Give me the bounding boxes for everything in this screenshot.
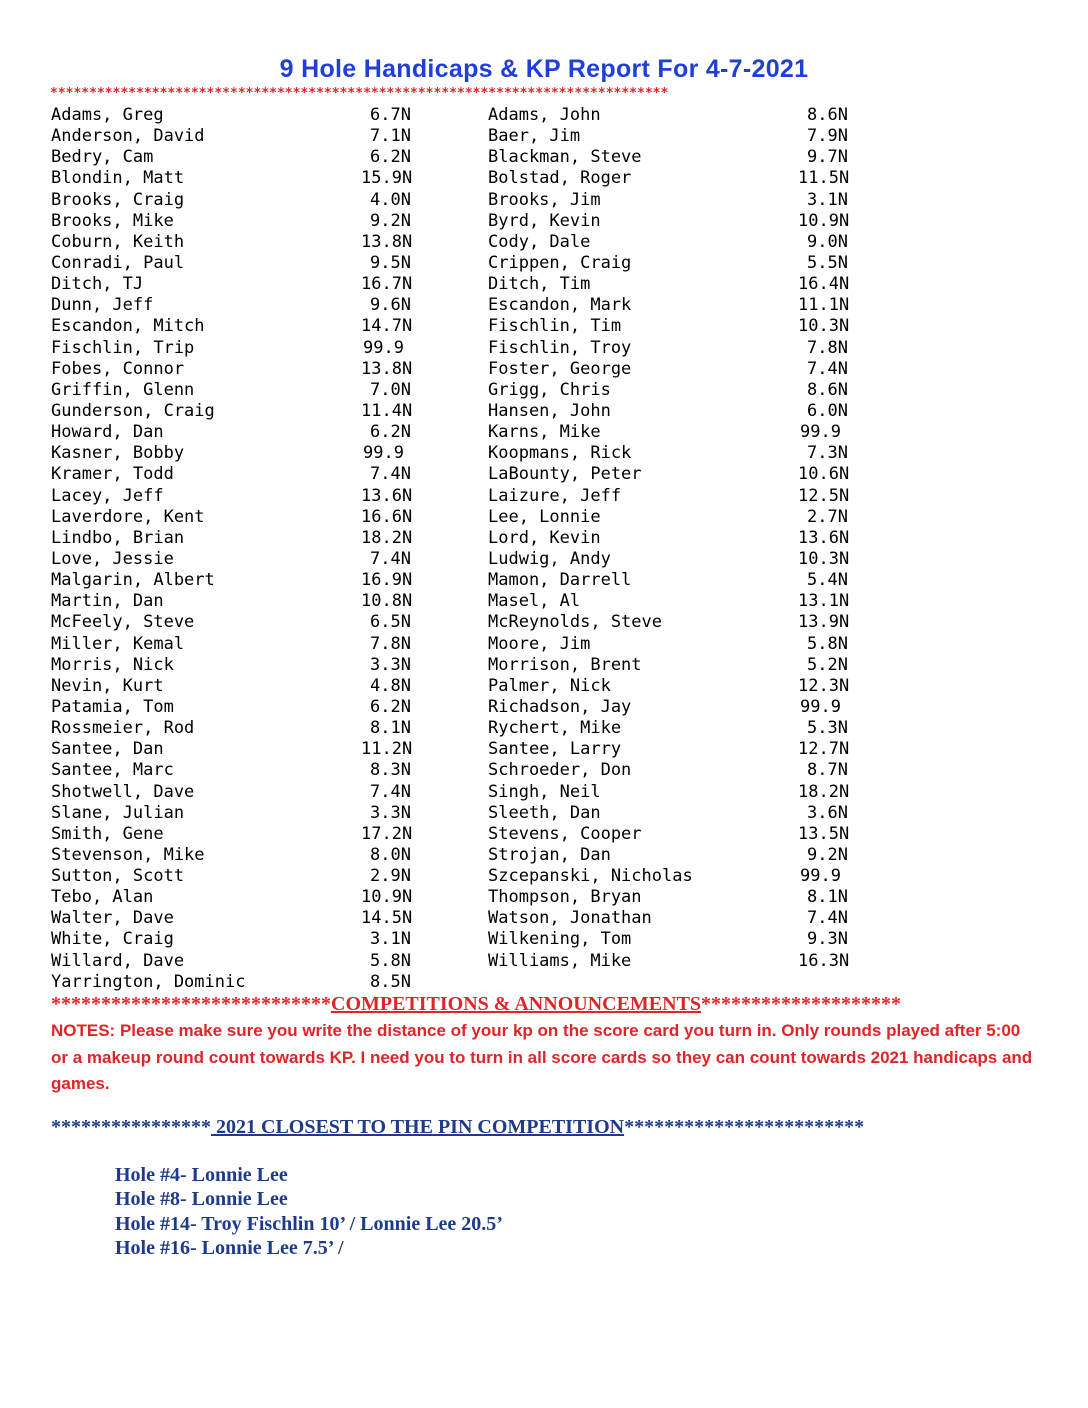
player-handicap: 12.5N [798,485,850,506]
closest-to-pin-title: 2021 CLOSEST TO THE PIN COMPETITION [211,1116,625,1138]
player-name: Adams, Greg [51,105,164,125]
kp-holes-list [115,1163,503,1260]
player-row [51,359,431,380]
player-row [488,951,868,972]
player-row [51,380,431,401]
player-name: Baer, Jim [488,126,581,147]
player-row [488,908,868,929]
player-row [488,929,868,950]
player-handicap: 6.0N [807,400,848,421]
player-name: Sleeth, Dan [488,802,601,823]
player-handicap: 7.8N [370,633,411,654]
player-handicap: 9.2N [370,210,411,231]
player-row [488,464,868,485]
player-handicap: 8.6N [807,105,848,125]
player-row [488,570,868,591]
player-handicap: 5.5N [807,252,848,273]
player-name: Blondin, Matt [51,168,185,189]
player-row [488,591,868,612]
player-name: Conradi, Paul [51,252,185,273]
player-name: Smith, Gene [51,823,164,844]
player-handicap: 9.3N [807,929,848,950]
player-name: Grigg, Chris [488,379,611,400]
player-handicap: 18.2N [361,527,413,548]
player-row [488,126,868,147]
notes-paragraph: NOTES: Please make sure you write the distance of your kp on the score card you turn in. Only rounds played after 5:00 or a makeup round count towards KP. I need you to turn in all score cards so they can count towards 2021 handicaps and games. [51,1021,1033,1093]
player-row [488,887,868,908]
player-name: Fischlin, Tim [488,316,622,337]
player-handicap: 3.3N [370,654,411,675]
player-name: Rossmeier, Rod [51,718,195,739]
competitions-heading [51,993,901,1016]
player-handicap: 12.7N [798,739,850,760]
player-row [51,655,431,676]
player-handicap: 3.3N [370,802,411,823]
player-name: Watson, Jonathan [488,908,652,929]
player-name: Santee, Larry [488,739,622,760]
player-name: Koopmans, Rick [488,443,632,464]
player-handicap: 7.9N [807,126,848,147]
player-row [51,253,431,274]
player-row [51,486,431,507]
player-handicap: 15.9N [361,168,413,189]
player-name: Lord, Kevin [488,527,601,548]
player-row [488,634,868,655]
player-row [51,634,431,655]
player-row [51,232,431,253]
player-name: Cody, Dale [488,231,591,252]
player-row [488,295,868,316]
player-row [488,655,868,676]
player-row [51,782,431,803]
player-name: Morris, Nick [51,654,174,675]
player-handicap: 99.9 [800,866,841,887]
player-handicap: 7.4N [807,358,848,379]
player-handicap: 99.9 [363,443,404,464]
player-handicap: 16.6N [361,506,413,527]
player-name: Griffin, Glenn [51,379,195,400]
player-row [51,549,431,570]
player-row [488,232,868,253]
player-name: Coburn, Keith [51,231,185,252]
player-name: White, Craig [51,929,174,950]
player-handicap: 6.2N [370,147,411,168]
player-name: Brooks, Mike [51,210,174,231]
player-row [51,105,431,126]
player-row [488,105,868,126]
player-row [488,782,868,803]
player-name: Mamon, Darrell [488,570,632,591]
player-handicap: 3.6N [807,802,848,823]
player-name: Karns, Mike [488,422,601,443]
player-row [51,528,431,549]
player-row [488,528,868,549]
player-row [488,147,868,168]
player-handicap: 9.2N [807,844,848,865]
player-handicap: 10.3N [798,316,850,337]
player-row [488,401,868,422]
player-name: Patamia, Tom [51,696,174,717]
player-name: McReynolds, Steve [488,612,662,633]
player-handicap: 13.8N [361,231,413,252]
stars-after: ************************ [624,1116,865,1138]
player-name: Brooks, Jim [488,189,601,210]
player-name: Bedry, Cam [51,147,154,168]
player-name: Schroeder, Don [488,760,632,781]
player-row [488,168,868,189]
player-row [488,803,868,824]
player-row [51,338,431,359]
player-name: Strojan, Dan [488,844,611,865]
player-handicap: 8.7N [807,760,848,781]
player-handicap: 6.2N [370,696,411,717]
player-handicap: 7.4N [807,908,848,929]
player-row [488,190,868,211]
player-name: Santee, Dan [51,739,164,760]
player-row [488,549,868,570]
player-handicap: 5.8N [370,950,411,971]
player-handicap: 5.8N [807,633,848,654]
kp-hole-item: Hole #16- Lonnie Lee 7.5’ / [115,1236,344,1259]
player-row [51,803,431,824]
player-name: Love, Jessie [51,548,174,569]
player-row [488,824,868,845]
player-name: Kramer, Todd [51,464,174,485]
player-row [51,211,431,232]
player-handicap: 5.3N [807,718,848,739]
player-handicap: 99.9 [800,696,841,717]
player-handicap: 16.3N [798,950,850,971]
player-handicap: 10.8N [361,591,413,612]
player-row [51,168,431,189]
player-name: Thompson, Bryan [488,887,642,908]
player-row [488,359,868,380]
player-name: Fischlin, Troy [488,337,632,358]
player-handicap: 9.6N [370,295,411,316]
player-row [51,951,431,972]
player-name: Dunn, Jeff [51,295,154,316]
player-row [488,760,868,781]
player-handicap: 9.0N [807,231,848,252]
closest-to-pin-heading [51,1116,864,1139]
player-name: Kasner, Bobby [51,443,185,464]
player-row [51,147,431,168]
player-row [488,697,868,718]
player-row [488,380,868,401]
player-handicap: 7.1N [370,126,411,147]
player-handicap: 11.1N [798,295,850,316]
player-name: Miller, Kemal [51,633,185,654]
player-handicap: 16.7N [361,274,413,295]
player-row [51,316,431,337]
player-row [51,443,431,464]
player-name: Williams, Mike [488,950,632,971]
player-name: McFeely, Steve [51,612,195,633]
player-name: Bolstad, Roger [488,168,632,189]
player-name: Santee, Marc [51,760,174,781]
player-row [51,570,431,591]
player-name: Escandon, Mitch [51,316,205,337]
player-name: Ditch, TJ [51,274,144,295]
player-name: Malgarin, Albert [51,570,215,591]
player-row [488,338,868,359]
player-handicap: 13.6N [361,485,413,506]
player-handicap: 6.5N [370,612,411,633]
player-row [488,676,868,697]
player-name: Slane, Julian [51,802,185,823]
player-row [488,422,868,443]
player-name: Yarrington, Dominic [51,971,246,992]
player-handicap: 7.4N [370,548,411,569]
player-name: Howard, Dan [51,422,164,443]
player-handicap: 8.3N [370,760,411,781]
player-handicap: 9.7N [807,147,848,168]
player-name: Escandon, Mark [488,295,632,316]
player-row [51,908,431,929]
handicap-list-right [488,105,868,972]
player-handicap: 13.5N [798,823,850,844]
player-handicap: 13.9N [798,612,850,633]
player-row [51,824,431,845]
player-handicap: 11.5N [798,168,850,189]
stars-before: **************** [51,1116,211,1138]
player-handicap: 7.8N [807,337,848,358]
handicap-list-left [51,105,431,993]
player-handicap: 10.6N [798,464,850,485]
player-handicap: 13.6N [798,527,850,548]
player-handicap: 4.8N [370,675,411,696]
kp-hole-item: Hole #8- Lonnie Lee [115,1188,288,1211]
player-row [51,676,431,697]
player-row [488,507,868,528]
player-handicap: 12.3N [798,675,850,696]
player-handicap: 10.9N [798,210,850,231]
player-handicap: 10.9N [361,887,413,908]
player-row [488,739,868,760]
player-name: Moore, Jim [488,633,591,654]
kp-hole-item: Hole #14- Troy Fischlin 10’ / Lonnie Lee 20.5’ [115,1212,503,1235]
player-name: Lacey, Jeff [51,485,164,506]
player-name: Hansen, John [488,400,611,421]
player-name: Rychert, Mike [488,718,622,739]
player-handicap: 8.5N [370,971,411,992]
player-name: Lindbo, Brian [51,527,185,548]
player-name: Blackman, Steve [488,147,642,168]
kp-hole-item: Hole #4- Lonnie Lee [115,1164,288,1186]
separator-stars: ******************************************************************************* [50,86,669,101]
player-row [51,295,431,316]
player-handicap: 7.4N [370,464,411,485]
player-handicap: 6.2N [370,422,411,443]
player-name: Singh, Neil [488,781,601,802]
player-name: Palmer, Nick [488,675,611,696]
player-name: Tebo, Alan [51,887,154,908]
player-name: Foster, George [488,358,632,379]
player-name: Szcepanski, Nicholas [488,866,693,887]
player-row [51,866,431,887]
player-row [51,422,431,443]
player-name: Morrison, Brent [488,654,642,675]
player-row [488,866,868,887]
stars-after: ******************** [701,993,902,1015]
player-handicap: 14.7N [361,316,413,337]
player-name: Sutton, Scott [51,866,185,887]
player-name: Gunderson, Craig [51,400,215,421]
player-row [51,739,431,760]
player-handicap: 10.3N [798,548,850,569]
player-handicap: 8.1N [807,887,848,908]
player-row [51,507,431,528]
player-name: Stevens, Cooper [488,823,642,844]
player-name: Walter, Dave [51,908,174,929]
player-row [51,464,431,485]
player-handicap: 11.2N [361,739,413,760]
player-row [51,929,431,950]
player-row [488,211,868,232]
player-handicap: 13.1N [798,591,850,612]
competitions-title: COMPETITIONS & ANNOUNCEMENTS [331,993,702,1015]
player-row [488,718,868,739]
player-row [488,486,868,507]
player-row [488,845,868,866]
player-row [51,126,431,147]
player-name: Byrd, Kevin [488,210,601,231]
player-handicap: 8.1N [370,718,411,739]
player-handicap: 17.2N [361,823,413,844]
player-name: LaBounty, Peter [488,464,642,485]
player-handicap: 5.2N [807,654,848,675]
player-handicap: 2.9N [370,866,411,887]
player-name: Laizure, Jeff [488,485,622,506]
player-row [488,316,868,337]
player-name: Fischlin, Trip [51,337,195,358]
player-row [488,612,868,633]
player-name: Martin, Dan [51,591,164,612]
player-row [51,718,431,739]
player-handicap: 99.9 [363,337,404,358]
player-row [51,697,431,718]
player-handicap: 4.0N [370,189,411,210]
player-name: Willard, Dave [51,950,185,971]
report-title: 9 Hole Handicaps & KP Report For 4-7-2021 [279,55,809,83]
player-row [51,591,431,612]
player-handicap: 16.9N [361,570,413,591]
player-row [51,612,431,633]
player-row [51,845,431,866]
player-handicap: 6.7N [370,105,411,125]
player-row [51,190,431,211]
player-handicap: 7.0N [370,379,411,400]
player-name: Ditch, Tim [488,274,591,295]
stars-before: **************************** [51,993,331,1015]
player-name: Fobes, Connor [51,358,185,379]
player-row [51,972,431,993]
player-handicap: 9.5N [370,252,411,273]
player-handicap: 3.1N [370,929,411,950]
player-handicap: 99.9 [800,422,841,443]
player-row [488,253,868,274]
player-row [51,401,431,422]
player-name: Ludwig, Andy [488,548,611,569]
player-name: Laverdore, Kent [51,506,205,527]
player-handicap: 3.1N [807,189,848,210]
player-handicap: 7.4N [370,781,411,802]
player-handicap: 13.8N [361,358,413,379]
player-handicap: 18.2N [798,781,850,802]
player-name: Brooks, Craig [51,189,185,210]
player-handicap: 14.5N [361,908,413,929]
player-handicap: 8.6N [807,379,848,400]
player-handicap: 7.3N [807,443,848,464]
player-name: Richadson, Jay [488,696,632,717]
player-name: Adams, John [488,105,601,125]
player-handicap: 2.7N [807,506,848,527]
player-name: Masel, Al [488,591,581,612]
player-handicap: 5.4N [807,570,848,591]
player-name: Stevenson, Mike [51,844,205,865]
player-handicap: 11.4N [361,400,413,421]
player-row [51,887,431,908]
player-name: Anderson, David [51,126,205,147]
player-row [51,274,431,295]
player-name: Crippen, Craig [488,252,632,273]
player-handicap: 8.0N [370,844,411,865]
player-name: Wilkening, Tom [488,929,632,950]
player-row [488,274,868,295]
player-name: Lee, Lonnie [488,506,601,527]
player-row [51,760,431,781]
player-name: Nevin, Kurt [51,675,164,696]
player-row [488,443,868,464]
player-name: Shotwell, Dave [51,781,195,802]
player-handicap: 16.4N [798,274,850,295]
